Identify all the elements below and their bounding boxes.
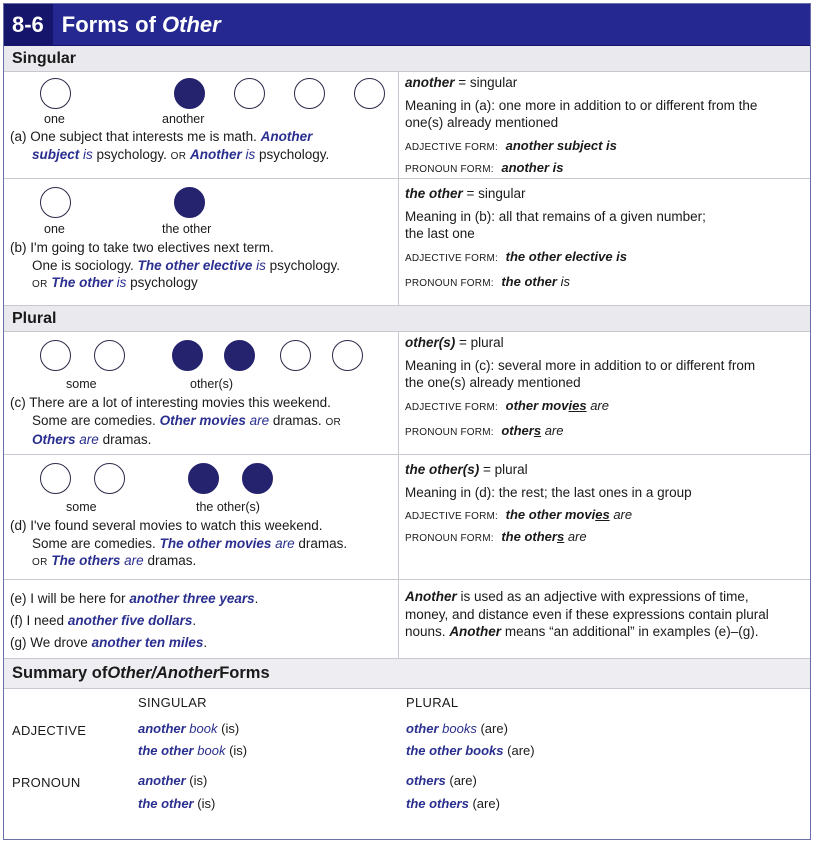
ex-emph: another five dollars (67, 613, 193, 628)
ex-text: I need (26, 613, 65, 628)
example-b (4, 179, 399, 305)
pronoun-form-verb: are (544, 422, 564, 438)
pronoun-form-verb: is (560, 273, 570, 289)
row-a (4, 72, 810, 179)
pro-value-underlined: s (556, 529, 565, 544)
example-c (4, 332, 399, 454)
adj-value-part: other mov (505, 397, 569, 413)
ex-text: dramas. (147, 553, 197, 568)
form-verb: (is) (189, 773, 208, 788)
adj-singular-2 (138, 743, 247, 758)
filled-circle-icon (174, 78, 205, 109)
form-noun: book (197, 743, 226, 758)
ex-emph: another ten miles (91, 635, 204, 650)
or-label: OR (325, 416, 342, 428)
pro-singular-2 (138, 796, 215, 811)
empty-circle-icon (332, 340, 363, 371)
adjective-form-label: ADJECTIVE FORM: (405, 401, 499, 413)
example-a-text (10, 128, 392, 165)
empty-circle-icon (40, 340, 71, 371)
ex-verb: is (256, 257, 266, 273)
form-verb: (are) (507, 743, 535, 758)
empty-circle-icon (94, 340, 125, 371)
example-e: (e) I will be here for another three years. (10, 591, 259, 606)
form-noun: books (442, 721, 477, 736)
adjective-form-label: ADJECTIVE FORM: (405, 252, 499, 264)
col-singular: SINGULAR (138, 695, 207, 710)
pronoun-form-value (501, 423, 541, 438)
label-others: other(s) (190, 377, 234, 391)
ex-prefix: (e) (10, 591, 27, 606)
adjective-form-value: the other elective is (505, 248, 628, 264)
form-verb: (are) (480, 721, 508, 736)
adjective-form-label: ADJECTIVE FORM: (405, 511, 499, 522)
form-emph: the others (406, 796, 469, 811)
ex-emph: The other (51, 275, 113, 290)
term: another (405, 75, 455, 90)
col-plural: PLURAL (406, 695, 459, 710)
filled-circle-icon (188, 463, 219, 494)
term-number: = plural (459, 335, 504, 350)
pro-plural-1 (406, 773, 477, 788)
row-c (4, 332, 810, 455)
example-b-text (10, 239, 392, 294)
or-label: OR (32, 557, 48, 568)
explanation-d (399, 455, 810, 579)
summary-table (4, 689, 810, 840)
ex-prefix: (c) (10, 395, 26, 410)
empty-circle-icon (294, 78, 325, 109)
pro-singular-1 (138, 773, 207, 788)
example-d-text (10, 517, 392, 572)
empty-circle-icon (94, 463, 125, 494)
filled-circle-icon (242, 463, 273, 494)
form-verb: (is) (221, 721, 240, 736)
title-bar (4, 4, 810, 46)
form-verb: (is) (197, 796, 216, 811)
pronoun-form-label: PRONOUN FORM: (405, 533, 494, 544)
circles-a (10, 72, 392, 128)
pronoun-form-label: PRONOUN FORM: (405, 163, 494, 175)
pronoun-form-value: the other (501, 273, 557, 289)
empty-circle-icon (354, 78, 385, 109)
ex-emph: subject (32, 146, 80, 162)
note-line: means “an additional” in examples (e)–(g). (504, 624, 759, 639)
ex-text: I will be here for (30, 591, 126, 606)
empty-circle-icon (40, 463, 71, 494)
section-number: 8-6 (4, 4, 53, 46)
label-the-others: the other(s) (196, 500, 260, 514)
adj-value-underlined: ies (568, 397, 587, 413)
summary-heading (4, 659, 810, 689)
ex-verb: are (275, 535, 295, 551)
term: the other (405, 186, 463, 201)
explanation-a (399, 72, 810, 178)
term: Another (449, 624, 502, 639)
example-d (4, 455, 399, 579)
ex-text: psychology. (269, 257, 340, 273)
row-adjective: ADJECTIVE (12, 723, 87, 738)
empty-circle-icon (280, 340, 311, 371)
or-label: OR (170, 150, 187, 162)
adjective-form-label: ADJECTIVE FORM: (405, 141, 499, 153)
pronoun-form-label: PRONOUN FORM: (405, 277, 494, 289)
ex-text: dramas. (298, 535, 348, 551)
adj-plural-2 (406, 743, 535, 758)
example-f: (f) I need another five dollars. (10, 613, 197, 628)
form-emph: the other books (406, 743, 504, 758)
ex-emph: The other elective (137, 257, 253, 273)
title-prefix: Forms of (61, 11, 163, 37)
term: the other(s) (405, 462, 480, 477)
summary-heading-b: Forms (219, 664, 270, 682)
meaning-line: Meaning in (d): the rest; the last ones in a group (405, 484, 692, 500)
row-b (4, 179, 810, 306)
filled-circle-icon (224, 340, 255, 371)
ex-verb: is (245, 146, 256, 162)
form-emph: another (138, 773, 186, 788)
adj-value-underlined: es (595, 507, 610, 522)
form-emph: the other (138, 743, 194, 758)
ex-text: psychology. (259, 146, 330, 162)
term: other(s) (405, 335, 456, 350)
note-line: is used as an adjective with expressions of time, (460, 589, 749, 604)
ex-text: One subject that interests me is math. (30, 129, 257, 144)
adjective-form-verb: are (613, 507, 633, 522)
ex-text: dramas. (102, 432, 152, 447)
meaning-line: Meaning in (a): one more in addition to or different from the (405, 97, 758, 113)
ex-prefix: (b) (10, 240, 27, 255)
ex-verb: are (249, 412, 270, 428)
adjective-form-verb: are (590, 397, 609, 413)
ex-text: One is sociology. (32, 257, 134, 273)
ex-text: I'm going to take two electives next term. (30, 240, 274, 255)
pro-value-underlined: s (533, 422, 542, 438)
pronoun-form-value: another is (501, 159, 564, 175)
pro-plural-2 (406, 796, 500, 811)
term-number: = singular (466, 186, 526, 201)
note-line: nouns. (405, 624, 446, 639)
ex-emph: another three years (129, 591, 255, 606)
page-title (53, 12, 221, 38)
adjective-form-value (506, 507, 610, 522)
circles-d (10, 455, 392, 517)
label-another: another (162, 112, 205, 126)
ex-verb: is (83, 146, 93, 162)
ex-text: I've found several movies to watch this weekend. (30, 518, 323, 533)
ex-text: Some are comedies. (32, 535, 156, 551)
ex-emph: The others (51, 553, 121, 568)
label-the-other: the other (162, 222, 212, 236)
ex-text: dramas. (272, 412, 322, 428)
label-some: some (66, 500, 97, 514)
adj-value-part: the other movi (505, 507, 596, 522)
circles-c (10, 332, 392, 394)
example-a (4, 72, 399, 178)
label-some: some (66, 377, 97, 391)
adj-singular-1 (138, 721, 239, 736)
ex-prefix: (g) (10, 635, 27, 650)
filled-circle-icon (174, 187, 205, 218)
row-d (4, 455, 810, 580)
pro-value-part: the other (501, 529, 557, 544)
row-pronoun: PRONOUN (12, 775, 81, 790)
pronoun-form-value (501, 529, 564, 544)
pro-value-part: other (501, 422, 534, 438)
example-c-text (10, 394, 392, 449)
term-number: = singular (458, 75, 518, 90)
title-italic: Other (162, 11, 221, 37)
plural-heading: Plural (4, 306, 810, 332)
term: Another (405, 589, 457, 604)
circles-b (10, 179, 392, 239)
ex-emph: The other movies (159, 535, 272, 551)
meaning-line: the last one (405, 226, 475, 241)
explanation-efg (399, 580, 810, 658)
ex-emph: Another (260, 129, 313, 144)
adjective-form-value (506, 398, 587, 413)
form-emph: the other (138, 796, 194, 811)
adjective-form-value: another subject is (505, 137, 617, 153)
example-g: (g) We drove another ten miles. (10, 635, 208, 650)
explanation-b (399, 179, 810, 305)
empty-circle-icon (40, 78, 71, 109)
ex-emph: Another (189, 146, 242, 162)
summary-heading-italic: Other/Another (107, 664, 220, 682)
ex-verb: are (124, 553, 144, 568)
examples-efg (4, 580, 399, 658)
form-emph: others (406, 773, 446, 788)
ex-text: psychology. (96, 146, 167, 162)
ex-text: There are a lot of interesting movies this weekend. (29, 395, 331, 410)
ex-text: We drove (30, 635, 88, 650)
empty-circle-icon (234, 78, 265, 109)
ex-verb: are (79, 432, 99, 447)
form-noun: book (189, 721, 218, 736)
chart-8-6 (3, 3, 811, 840)
term-number: = plural (483, 462, 528, 477)
meaning-line: Meaning in (c): several more in addition to or different from (405, 357, 756, 373)
label-one: one (44, 112, 65, 126)
label-one: one (44, 222, 65, 236)
ex-prefix: (a) (10, 129, 27, 144)
pronoun-form-label: PRONOUN FORM: (405, 426, 494, 438)
adj-plural-1 (406, 721, 508, 736)
ex-emph: Other movies (159, 412, 246, 428)
summary-heading-a: Summary of (12, 664, 108, 682)
row-efg (4, 580, 810, 659)
meaning-line: the one(s) already mentioned (405, 375, 581, 390)
or-label: OR (32, 279, 48, 290)
form-verb: (is) (229, 743, 248, 758)
empty-circle-icon (40, 187, 71, 218)
ex-prefix: (d) (10, 518, 27, 533)
meaning-line: one(s) already mentioned (405, 115, 559, 130)
ex-emph: Others (32, 432, 76, 447)
form-verb: (are) (449, 773, 477, 788)
form-verb: (are) (472, 796, 500, 811)
singular-heading: Singular (4, 46, 810, 72)
form-emph: another (138, 721, 186, 736)
ex-verb: is (116, 275, 127, 290)
note-line: money, and distance even if these expressions contain plural (405, 606, 769, 622)
ex-text: Some are comedies. (32, 412, 156, 428)
filled-circle-icon (172, 340, 203, 371)
meaning-line: Meaning in (b): all that remains of a given number; (405, 208, 706, 224)
explanation-c (399, 332, 810, 454)
pronoun-form-verb: are (567, 529, 587, 544)
form-emph: other (406, 721, 439, 736)
ex-prefix: (f) (10, 613, 23, 628)
ex-text: psychology (130, 275, 198, 290)
